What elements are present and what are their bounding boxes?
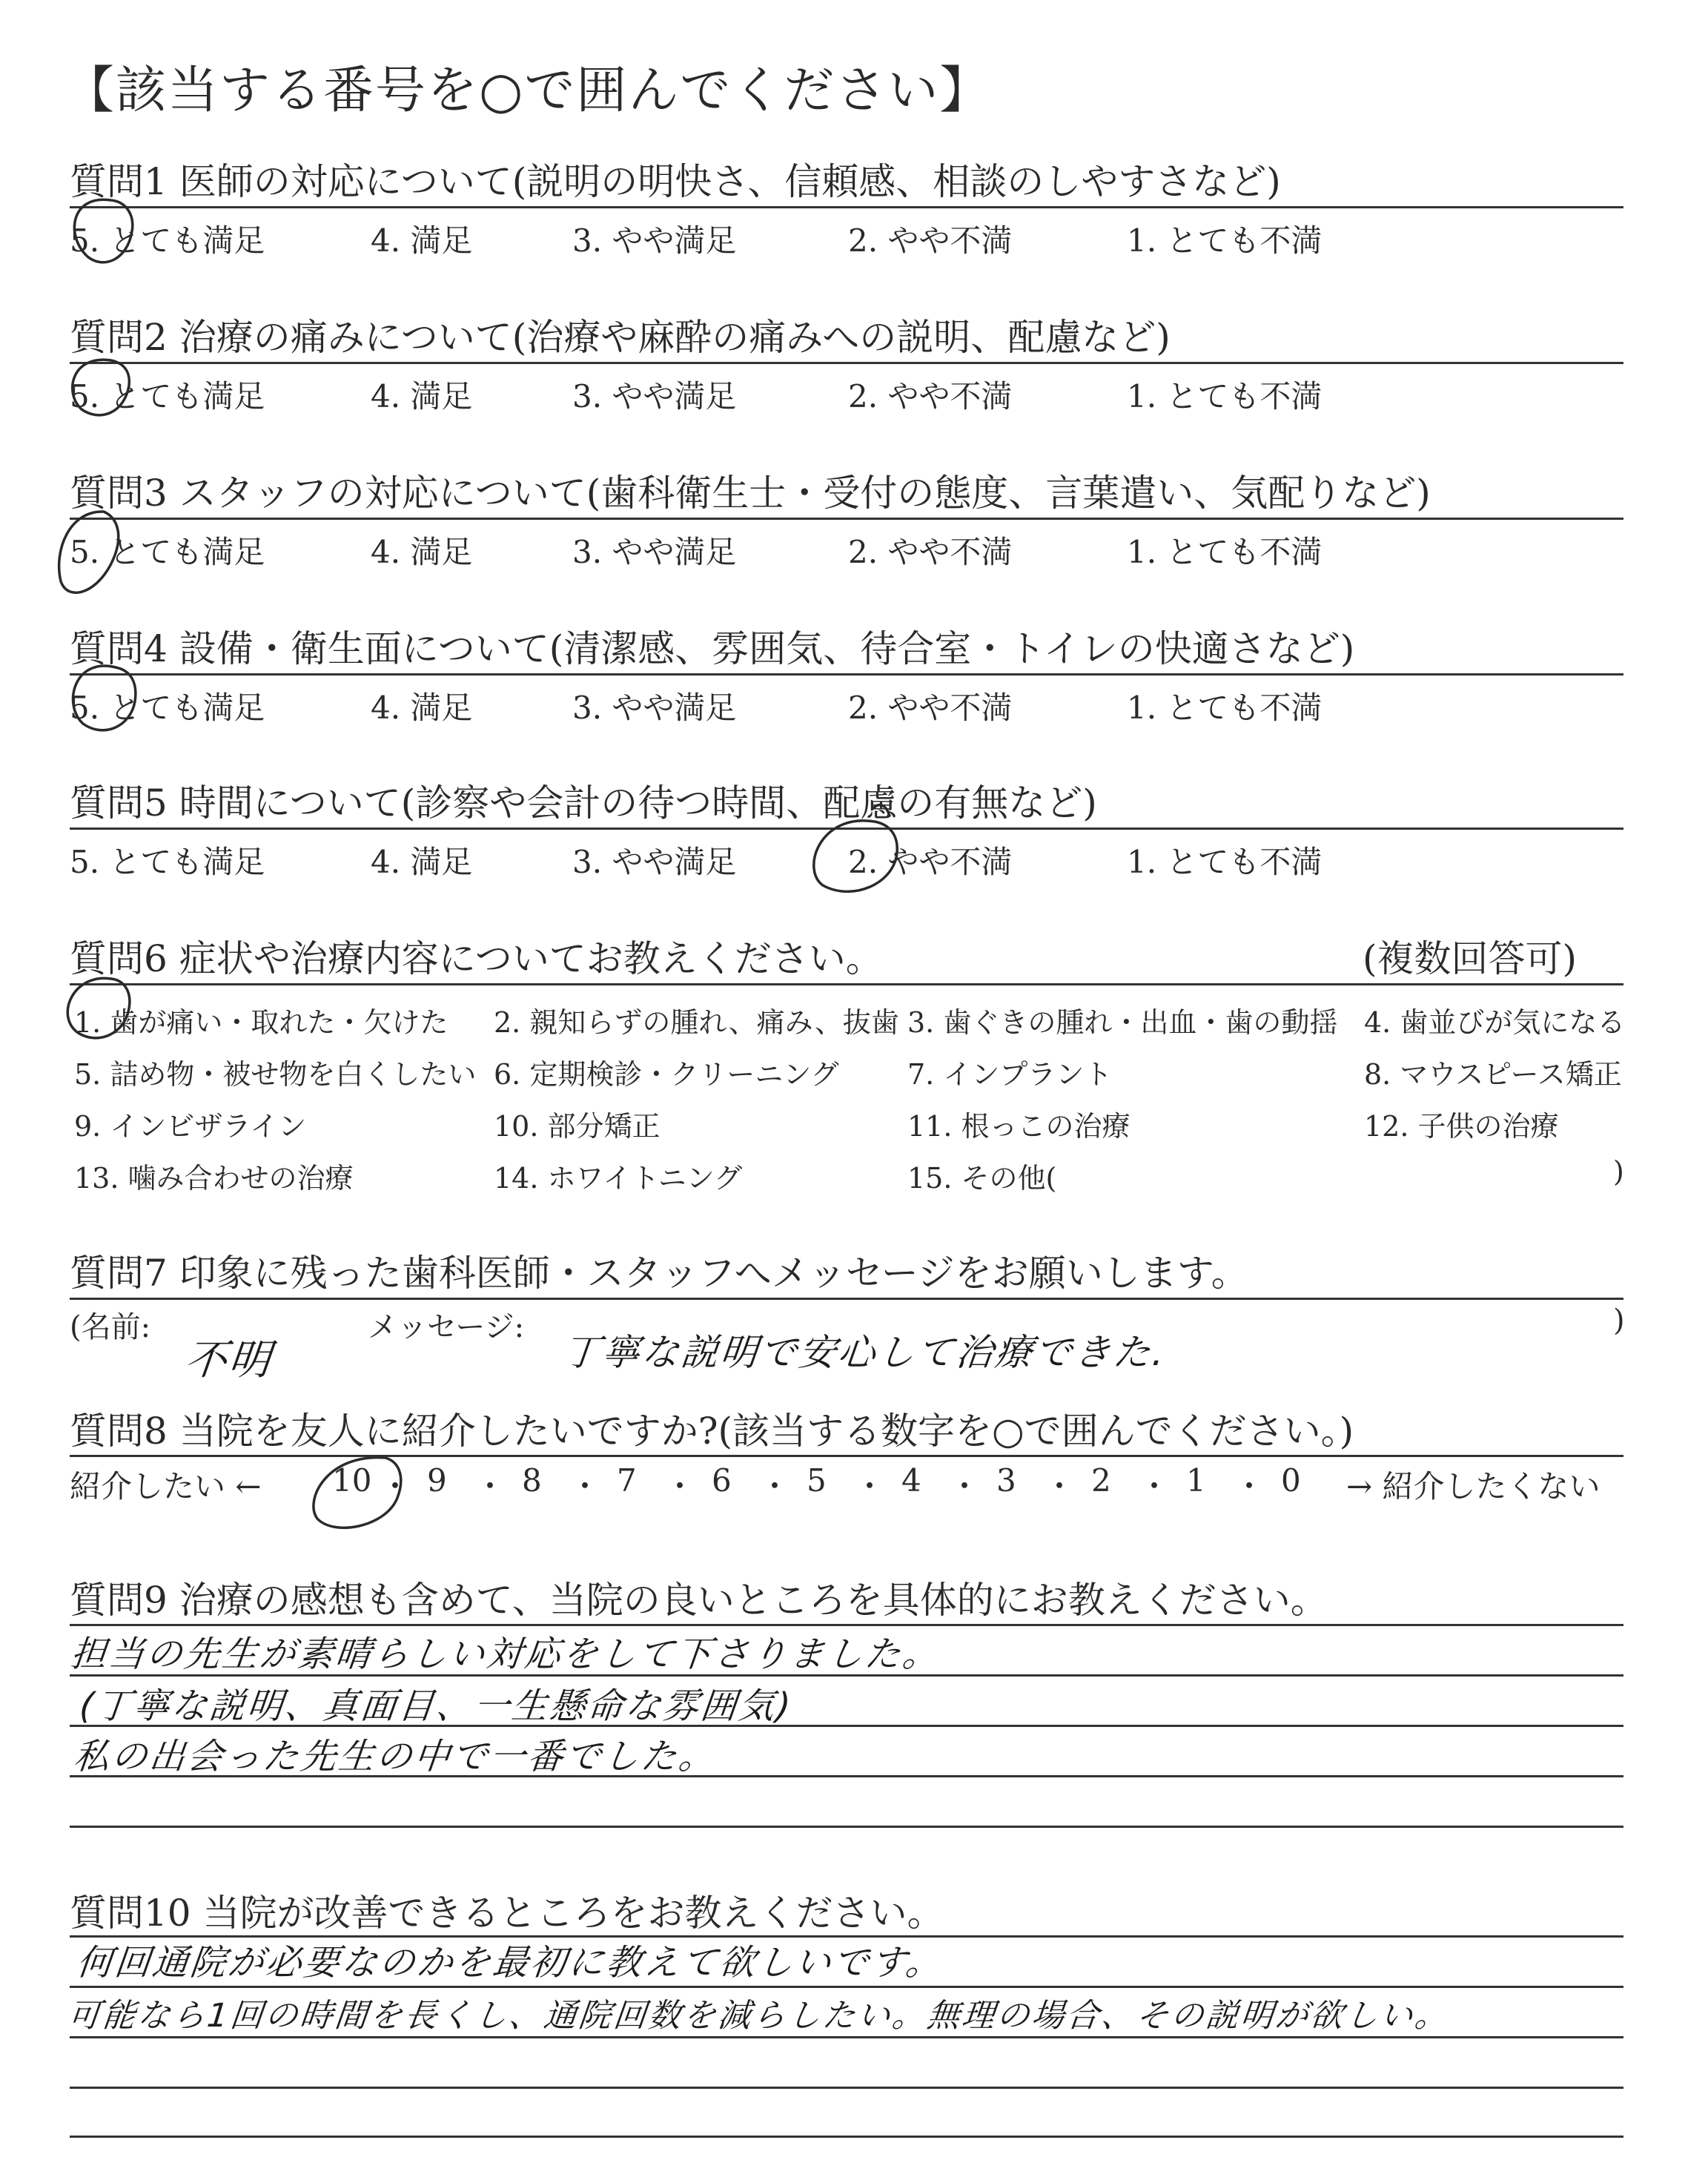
symptom-item[interactable]: 2. 親知らずの腫れ、痛み、抜歯 (494, 1006, 899, 1039)
scale-value-6[interactable]: 6 (712, 1462, 732, 1499)
symptom-item[interactable]: 12. 子供の治療 (1364, 1110, 1559, 1143)
message-close-paren: ) (1613, 1304, 1625, 1338)
answer-text[interactable]: 何回通院が必要なのかを最初に教えて欲しいです。 (74, 1942, 946, 1984)
symptom-item[interactable]: 8. マウスピース矯正 (1364, 1058, 1622, 1091)
selection-circle (73, 360, 130, 415)
scale-value-7[interactable]: 7 (617, 1462, 637, 1499)
other-close-paren: ) (1613, 1155, 1624, 1188)
scale-separator: ・ (569, 1468, 601, 1505)
scale-value-4[interactable]: 4 (901, 1462, 921, 1499)
option-2[interactable]: 2. やや不満 (848, 844, 1013, 880)
scale-separator: ・ (1139, 1468, 1171, 1505)
option-5[interactable]: 5. とても満足 (70, 222, 265, 259)
recommend-right-label: → 紹介したくない (1346, 1468, 1601, 1505)
symptom-item[interactable]: 3. 歯ぐきの腫れ・出血・歯の動揺 (907, 1006, 1338, 1039)
answer-text[interactable]: 私の出会った先生の中で一番でした。 (71, 1736, 719, 1777)
scale-separator: ・ (664, 1468, 696, 1505)
question-5-label: 質問5 時間について(診察や会計の待つ時間、配慮の有無など) (70, 782, 1097, 825)
scale-separator: ・ (949, 1468, 981, 1505)
question-4-label: 質問4 設備・衛生面について(清潔感、雰囲気、待合室・トイレの快適さなど) (70, 627, 1355, 670)
option-1[interactable]: 1. とても不満 (1127, 690, 1323, 726)
scale-value-5[interactable]: 5 (807, 1462, 827, 1499)
option-3[interactable]: 3. やや満足 (572, 690, 737, 726)
message-label: メッセージ: (368, 1310, 525, 1344)
name-value[interactable]: 不明 (182, 1336, 275, 1384)
symptom-item[interactable]: 11. 根っこの治療 (907, 1110, 1131, 1143)
question-3-label: 質問3 スタッフの対応について(歯科衛生士・受付の態度、言葉遣い、気配りなど) (70, 472, 1431, 515)
option-5[interactable]: 5. とても満足 (70, 844, 265, 880)
scale-separator: ・ (474, 1468, 506, 1505)
option-3[interactable]: 3. やや満足 (572, 378, 737, 415)
answer-text[interactable]: 可能なら1回の時間を長くし、通院回数を減らしたい。無理の場合、その説明が欲しい。 (65, 1997, 1452, 2035)
multiple-answers-note: (複数回答可) (1363, 937, 1578, 980)
scale-value-10[interactable]: 10 (332, 1462, 372, 1499)
option-1[interactable]: 1. とても不満 (1127, 222, 1323, 259)
question-8-label: 質問8 当院を友人に紹介したいですか?(該当する数字を○で囲んでください。) (70, 1410, 1354, 1453)
symptom-item[interactable]: 6. 定期検診・クリーニング (494, 1058, 839, 1091)
selection-circle (73, 666, 136, 730)
message-value[interactable]: 丁寧な説明で安心して治療できた. (560, 1331, 1169, 1374)
scale-separator: ・ (854, 1468, 886, 1505)
option-2[interactable]: 2. やや不満 (848, 534, 1013, 570)
symptom-item[interactable]: 14. ホワイトニング (494, 1162, 743, 1195)
selection-circle (59, 512, 119, 592)
option-1[interactable]: 1. とても不満 (1127, 378, 1323, 415)
selection-circle (67, 978, 130, 1038)
symptom-item[interactable]: 9. インビザライン (74, 1110, 307, 1143)
option-4[interactable]: 4. 満足 (371, 844, 473, 880)
option-3[interactable]: 3. やや満足 (572, 844, 737, 880)
recommend-left-label: 紹介したい ← (70, 1468, 262, 1505)
scale-separator: ・ (1044, 1468, 1076, 1505)
scale-separator: ・ (380, 1468, 411, 1505)
scale-separator: ・ (759, 1468, 791, 1505)
question-2-label: 質問2 治療の痛みについて(治療や麻酔の痛みへの説明、配慮など) (70, 316, 1171, 359)
scale-value-3[interactable]: 3 (996, 1462, 1016, 1499)
option-1[interactable]: 1. とても不満 (1127, 844, 1323, 880)
symptom-item[interactable]: 5. 詰め物・被せ物を白くしたい (74, 1058, 477, 1091)
option-3[interactable]: 3. やや満足 (572, 222, 737, 259)
scale-value-2[interactable]: 2 (1091, 1462, 1111, 1499)
name-label: (名前: (70, 1310, 151, 1344)
option-4[interactable]: 4. 満足 (371, 222, 473, 259)
option-2[interactable]: 2. やや不満 (848, 222, 1013, 259)
option-2[interactable]: 2. やや不満 (848, 378, 1013, 415)
scale-value-9[interactable]: 9 (427, 1462, 447, 1499)
symptom-item[interactable]: 13. 噛み合わせの治療 (74, 1162, 354, 1195)
selection-circle (74, 199, 132, 262)
symptom-item[interactable]: 1. 歯が痛い・取れた・欠けた (74, 1006, 448, 1039)
question-10-label: 質問10 当院が改善できるところをお教えください。 (70, 1892, 944, 1935)
option-4[interactable]: 4. 満足 (371, 378, 473, 415)
question-6-label: 質問6 症状や治療内容についてお教えください。 (70, 937, 883, 980)
scale-value-8[interactable]: 8 (522, 1462, 542, 1499)
symptom-item[interactable]: 7. インプラント (907, 1058, 1113, 1091)
answer-text[interactable]: 担当の先生が素晴らしい対応をして下さりました。 (68, 1634, 943, 1675)
option-4[interactable]: 4. 満足 (371, 690, 473, 726)
option-2[interactable]: 2. やや不満 (848, 690, 1013, 726)
scale-separator: ・ (1234, 1468, 1265, 1505)
option-5[interactable]: 5. とても満足 (70, 534, 265, 570)
form-title: 【該当する番号を○で囲んでください】 (64, 62, 992, 120)
option-5[interactable]: 5. とても満足 (70, 690, 265, 726)
symptom-item[interactable]: 10. 部分矯正 (494, 1110, 661, 1143)
handwritten-mark (873, 805, 890, 816)
answer-text[interactable]: (丁寧な説明、真面目、一生懸命な雰囲気) (77, 1685, 795, 1727)
question-1-label: 質問1 医師の対応について(説明の明快さ、信頼感、相談のしやすさなど) (70, 160, 1281, 203)
symptom-item[interactable]: 4. 歯並びが気になる (1364, 1006, 1626, 1039)
symptom-item-other[interactable]: 15. その他( (907, 1162, 1057, 1195)
selection-circle (314, 1458, 401, 1528)
option-1[interactable]: 1. とても不満 (1127, 534, 1323, 570)
option-3[interactable]: 3. やや満足 (572, 534, 737, 570)
scale-value-0[interactable]: 0 (1281, 1462, 1301, 1499)
question-7-label: 質問7 印象に残った歯科医師・スタッフへメッセージをお願いします。 (70, 1252, 1248, 1295)
option-5[interactable]: 5. とても満足 (70, 378, 265, 415)
question-9-label: 質問9 治療の感想も含めて、当院の良いところを具体的にお教えください。 (70, 1579, 1328, 1622)
scale-value-1[interactable]: 1 (1186, 1462, 1206, 1499)
selection-circle (814, 821, 897, 892)
option-4[interactable]: 4. 満足 (371, 534, 473, 570)
